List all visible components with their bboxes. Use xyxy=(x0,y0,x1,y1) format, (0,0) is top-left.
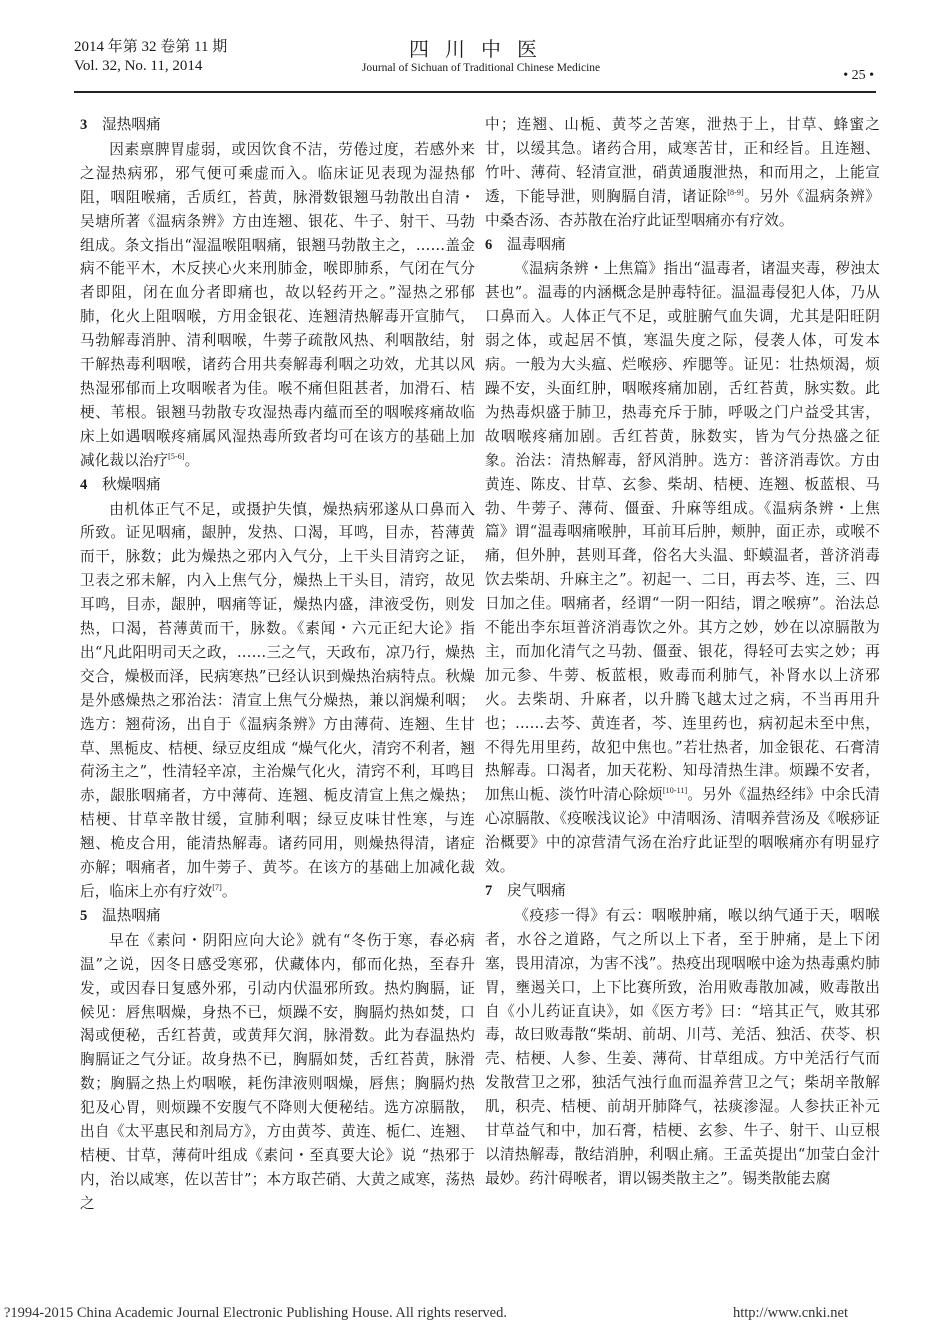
right-column xyxy=(485,113,880,1191)
section-heading xyxy=(80,473,475,498)
section-title: 温毒咽痛 xyxy=(507,235,566,253)
section-number: 5 xyxy=(80,907,88,924)
paragraph-tail: 。另外《温热经纬》中余氏清心凉膈散、《疫喉浅议论》中清咽汤、清咽养营汤及《喉痧证治概要》中的凉营清气汤在治疗此证型的咽喉痛亦有明显疗效。 xyxy=(485,786,880,876)
section-heading xyxy=(80,113,475,138)
section-number: 3 xyxy=(80,117,88,133)
citation-ref: [7] xyxy=(212,883,222,893)
copyright-notice: ?1994-2015 China Academic Journal Electronic Publishing House. All rights reserved. xyxy=(4,1305,507,1321)
body-paragraph xyxy=(80,498,475,904)
section-number: 4 xyxy=(80,476,88,493)
paragraph-text: 《疫疹一得》有云：咽喉肿痛，喉以纳气通于天，咽喉者，水谷之道路，气之所以上下者，至于肿痛，是上下闭塞，畏用清凉，为害不浅”。热疫出现咽喉中途为热毒熏灼肺胃，壅遏关口，上下比赛所致，治用败毒散加减，败毒散出自《小儿药证直诀》，如《医方考》曰：“培其正气，败其邪毒，故曰败毒散“柴胡、前胡、川芎、羌活、独活、茯苓、枳壳、桔梗、人参、生姜、薄荷、甘草组成。方中羌活行气而发散营卫之邪，独活气浊行血而温养营卫之气；柴胡辛散解肌，积壳、桔梗、前胡开肺降气，祛痰渗湿。人参扶正补元甘草益气和中，加石膏，桔梗、玄参、牛子、射干、山豆根以清热解毒，散结消肿，利咽止痛。王孟英提出“加莹白金汁最妙。药汁碍喉者，谓以锡类散主之”。锡类散能去腐 xyxy=(485,906,880,1187)
body-paragraph xyxy=(485,257,880,879)
section-title: 温热咽痛 xyxy=(102,906,161,924)
paragraph-tail: 。另外《温病条辨》中桑杏汤、杏苏散在治疗此证型咽痛亦有疗效。 xyxy=(485,187,880,229)
section-number: 7 xyxy=(485,883,493,899)
section-title: 戾气咽痛 xyxy=(507,882,566,899)
section-heading xyxy=(485,879,880,904)
page-footer xyxy=(4,1305,944,1322)
page-header xyxy=(74,38,874,90)
section-number: 6 xyxy=(485,236,493,253)
body-paragraph xyxy=(80,929,475,1216)
paragraph-text: 《温病条辨・上焦篇》指出“温毒者，诸温夹毒，秽浊太甚也”。温毒的内涵概念是肿毒特征。温温毒侵犯人体，乃从口鼻而入。人体正气不足，或脏腑气血失调，尤其是阳旺阴弱之体，或起居不慎，寒温失度之际，侵袭人体，可发本病。一般为大头瘟、烂喉痧、痄腮等。证见：壮热烦渴，烦躁不安，头面红肿，咽喉疼痛加剧，舌红苔黄，脉实数。此为热毒炽盛于肺卫，热毒充斥于肺，呼吸之门户益受其害，故咽喉疼痛加剧。舌红苔黄，脉数实，皆为气分热盛之征象。治法：清热解毒，舒风消肿。选方：普济消毒饮。方由黄连、陈皮、甘草、玄参、柴胡、桔梗、连翘、板蓝根、马勃、牛蒡子、薄荷、僵蚕、升麻等组成。《温病条辨・上焦篇》谓“温毒咽痛喉肿，耳前耳后肿，颊肿，面正赤，或喉不痛，但外肿，甚则耳聋，俗名大头温、虾蟆温者，普济消毒饮去柴胡、升麻主之”。初起一、二日，再去芩、连，三、四日加之佳。咽痛者，经谓“一阴一阳结，谓之喉痹”。治法总不能出李东垣普济消毒饮之外。其方之妙，妙在以凉膈散为主，而加化清气之马勃、僵蚕、银花，得轻可去实之妙；再加元参、牛蒡、板蓝根，败毒而利肺气，补肾水以上济邪火。去柴胡、升麻者，以升腾飞越太过之病，不当再用升也；……去芩、黄连者，芩、连里药也，病初起未至中焦，不得先用里药，故犯中焦也。”若壮热者，加金银花、石膏清热解毒。口渴者，加天花粉、知母清热生津。烦躁不安者，加焦山栀、淡竹叶清心除烦 xyxy=(485,260,880,804)
body-paragraph xyxy=(485,113,880,233)
paragraph-text: 早在《素问・阴阳应向大论》就有“冬伤于寒，春必病温”之说，因冬日感受寒邪，伏藏体内，郁而化热，至春升发，或因春日复感外邪，引动内伏温邪所致。热灼胸膈，证候见：唇焦咽燥，身热不已，烦躁不安，胸膈灼热如焚，口渴或便秘，舌红苔黄，或黄拜欠润，脉滑数。此为春温热灼胸膈证之气分证。故身热不已，胸膈如焚，舌红苔黄，脉滑数；胸膈之热上灼咽喉，耗伤津液则咽燥，唇焦；胸膈灼热犯及心胃，则烦躁不安腹气不降则大便秘结。选方凉膈散，出自《太平惠民和剂局方》，方由黄芩、黄连、栀仁、连翘、桔梗、甘草，薄荷叶组成《素问・至真要大论》说 “热邪于内，治以咸寒，佐以苦甘”；本方取芒硝、大黄之咸寒，荡热之 xyxy=(80,931,475,1212)
citation-ref: [5-6] xyxy=(168,451,185,461)
page-number: • 25 • xyxy=(843,68,874,83)
paragraph-tail: 。 xyxy=(221,883,237,900)
footer-url: http://www.cnki.net xyxy=(732,1305,848,1321)
issue-cn: 2014 年第 32 卷第 11 期 xyxy=(74,39,228,55)
paragraph-text: 中；连翘、山栀、黄芩之苦寒，泄热于上，甘草、蜂蜜之甘，以缓其急。诸药合用，咸寒苦甘，正和经旨。且连翘、竹叶、薄荷、轻清宣泄，硝黄通腹泄热，和而用之，上能宣透，下能导泄，则胸膈自清，诸证除 xyxy=(485,116,880,205)
body-paragraph xyxy=(485,904,880,1191)
paragraph-text: 由机体正气不足，或摄护失慎，燥热病邪遂从口鼻而入所致。证见咽痛，龈肿，发热、口渴，耳鸣，目赤，苔薄黄而干，脉数；此为燥热之邪内入气分，上干头目清窍之证，卫表之邪未解，内入上焦气分，燥热上干头目，清窍，故见耳鸣，目赤，龈肿，咽痛等证，燥热内盛，津液受伤，则发热，口渴，苔薄黄而干，脉数。《素闻・六元正纪大论》指出“凡此阳明司天之政，……三之气，天政布，凉乃行，燥热交合，燥极而泽，民病寒热”已经认识到燥热治病特点。秋燥是外感燥热之邪治法：清宣上焦气分燥热，兼以润燥利咽；选方：翘荷汤，出自于《温病条辨》方由薄荷、连翘、生甘草、黑栀皮、桔梗、绿豆皮组成 “燥气化火，清窍不利者，翘荷汤主之”，性清轻辛凉，主治燥气化火，清窍不利，耳鸣目赤，龈胀咽痛者，方中薄荷、连翘、栀皮清宣上焦之燥热；桔梗、甘草辛散甘缓，宣肺利咽；绿豆皮味甘性寒，与连翘、桅皮合用，能清热解毒。诸药同用，则燥热得清，诸症亦解；咽痛者，加牛蒡子、黄芩。在该方的基础上加减化裁后，临床上亦有疗效 xyxy=(80,500,475,900)
section-heading xyxy=(80,904,475,929)
journal-name-cn: 四川中医 xyxy=(409,37,553,61)
section-title: 湿热咽痛 xyxy=(102,116,161,133)
paragraph-text: 因素禀脾胃虚弱，或因饮食不洁，劳倦过度，若感外来之湿热病邪，邪气便可乘虚而入。临床证见表现为湿热郁阻，咽阻喉痛，舌质红，苔黄，脉滑数银翘马勃散出自清・吴塘所著《温病条辨》方由连翘、银花、牛子、射干、马勃组成。条文指出“湿温喉阻咽痛，银翘马勃散主之，……盖金病不能平木，木反挟心火来刑肺金，喉即肺系，气闭在气分者即阻，闭在血分者即痛也，故以轻药开之。”湿热之邪郁肺，化火上阻咽喉，方用金银花、连翘清热解毒开宣肺气，马勃解毒消肿、清利咽喉，牛蒡子疏散风热、利咽散结，射干解热毒利咽喉，诸药合用共奏解毒利咽之功效，尤其以风热湿邪郁而上攻咽喉者为佳。喉不痛但阻甚者，加滑石、桔梗、苇根。银翘马勃散专攻湿热毒内蕴而至的咽喉疼痛故临床上如遇咽喉疼痛属风湿热毒所致者均可在该方的基础上加减化裁以治疗 xyxy=(80,140,475,469)
citation-ref: [8-9] xyxy=(727,187,744,197)
paragraph-tail: 。 xyxy=(184,451,200,469)
journal-name-en: Journal of Sichuan of Traditional Chinese Medicine xyxy=(361,62,601,74)
header-divider xyxy=(74,91,876,93)
issue-en: Vol. 32, No. 11, 2014 xyxy=(74,58,203,74)
left-column xyxy=(80,113,475,1216)
issue-info xyxy=(74,38,227,76)
journal-title xyxy=(336,38,626,76)
body-paragraph xyxy=(80,138,475,473)
citation-ref: [10-11] xyxy=(662,786,688,796)
section-heading xyxy=(485,233,880,258)
section-title: 秋燥咽痛 xyxy=(102,475,161,493)
